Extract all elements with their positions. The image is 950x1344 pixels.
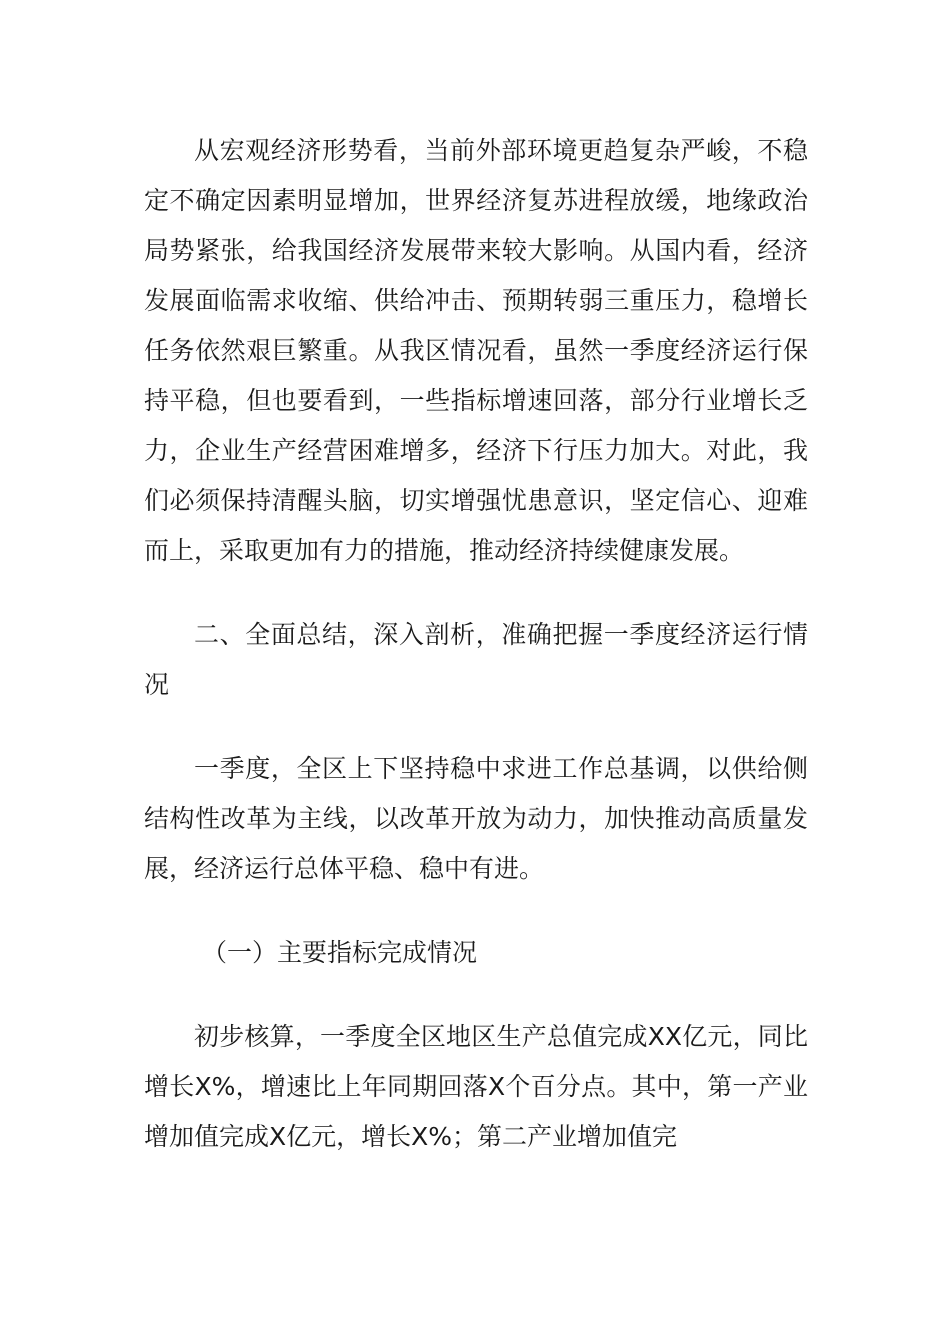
paragraph-gdp-accounting: 初步核算，一季度全区地区生产总值完成XX亿元，同比增长X%，增速比上年同期回落X个百分点。其中，第一产业增加值完成X亿元，增长X%；第二产业增加值完 xyxy=(144,1022,808,1151)
paragraph-q1-overview: 一季度，全区上下坚持稳中求进工作总基调，以供给侧结构性改革为主线，以改革开放为动力，加快推动高质量发展，经济运行总体平稳、稳中有进。 xyxy=(144,754,808,883)
section-heading-2: 二、全面总结，深入剖析，准确把握一季度经济运行情况 xyxy=(144,620,808,699)
paragraph-economic-situation: 从宏观经济形势看，当前外部环境更趋复杂严峻，不稳定不确定因素明显增加，世界经济复苏进程放缓，地缘政治局势紧张，给我国经济发展带来较大影响。从国内看，经济发展面临需求收缩、供给冲击、预期转弱三重压力，稳增长任务依然艰巨繁重。从我区情况看，虽然一季度经济运行保持平稳，但也要看到，一些指标增速回落，部分行业增长乏力，企业生产经营困难增多，经济下行压力加大。对此，我们必须保持清醒头脑，切实增强忧患意识，坚定信心、迎难而上，采取更加有力的措施，推动经济持续健康发展。 xyxy=(144,136,808,565)
document-body xyxy=(144,126,808,1162)
subsection-heading-1: （一）主要指标完成情况 xyxy=(202,938,478,967)
